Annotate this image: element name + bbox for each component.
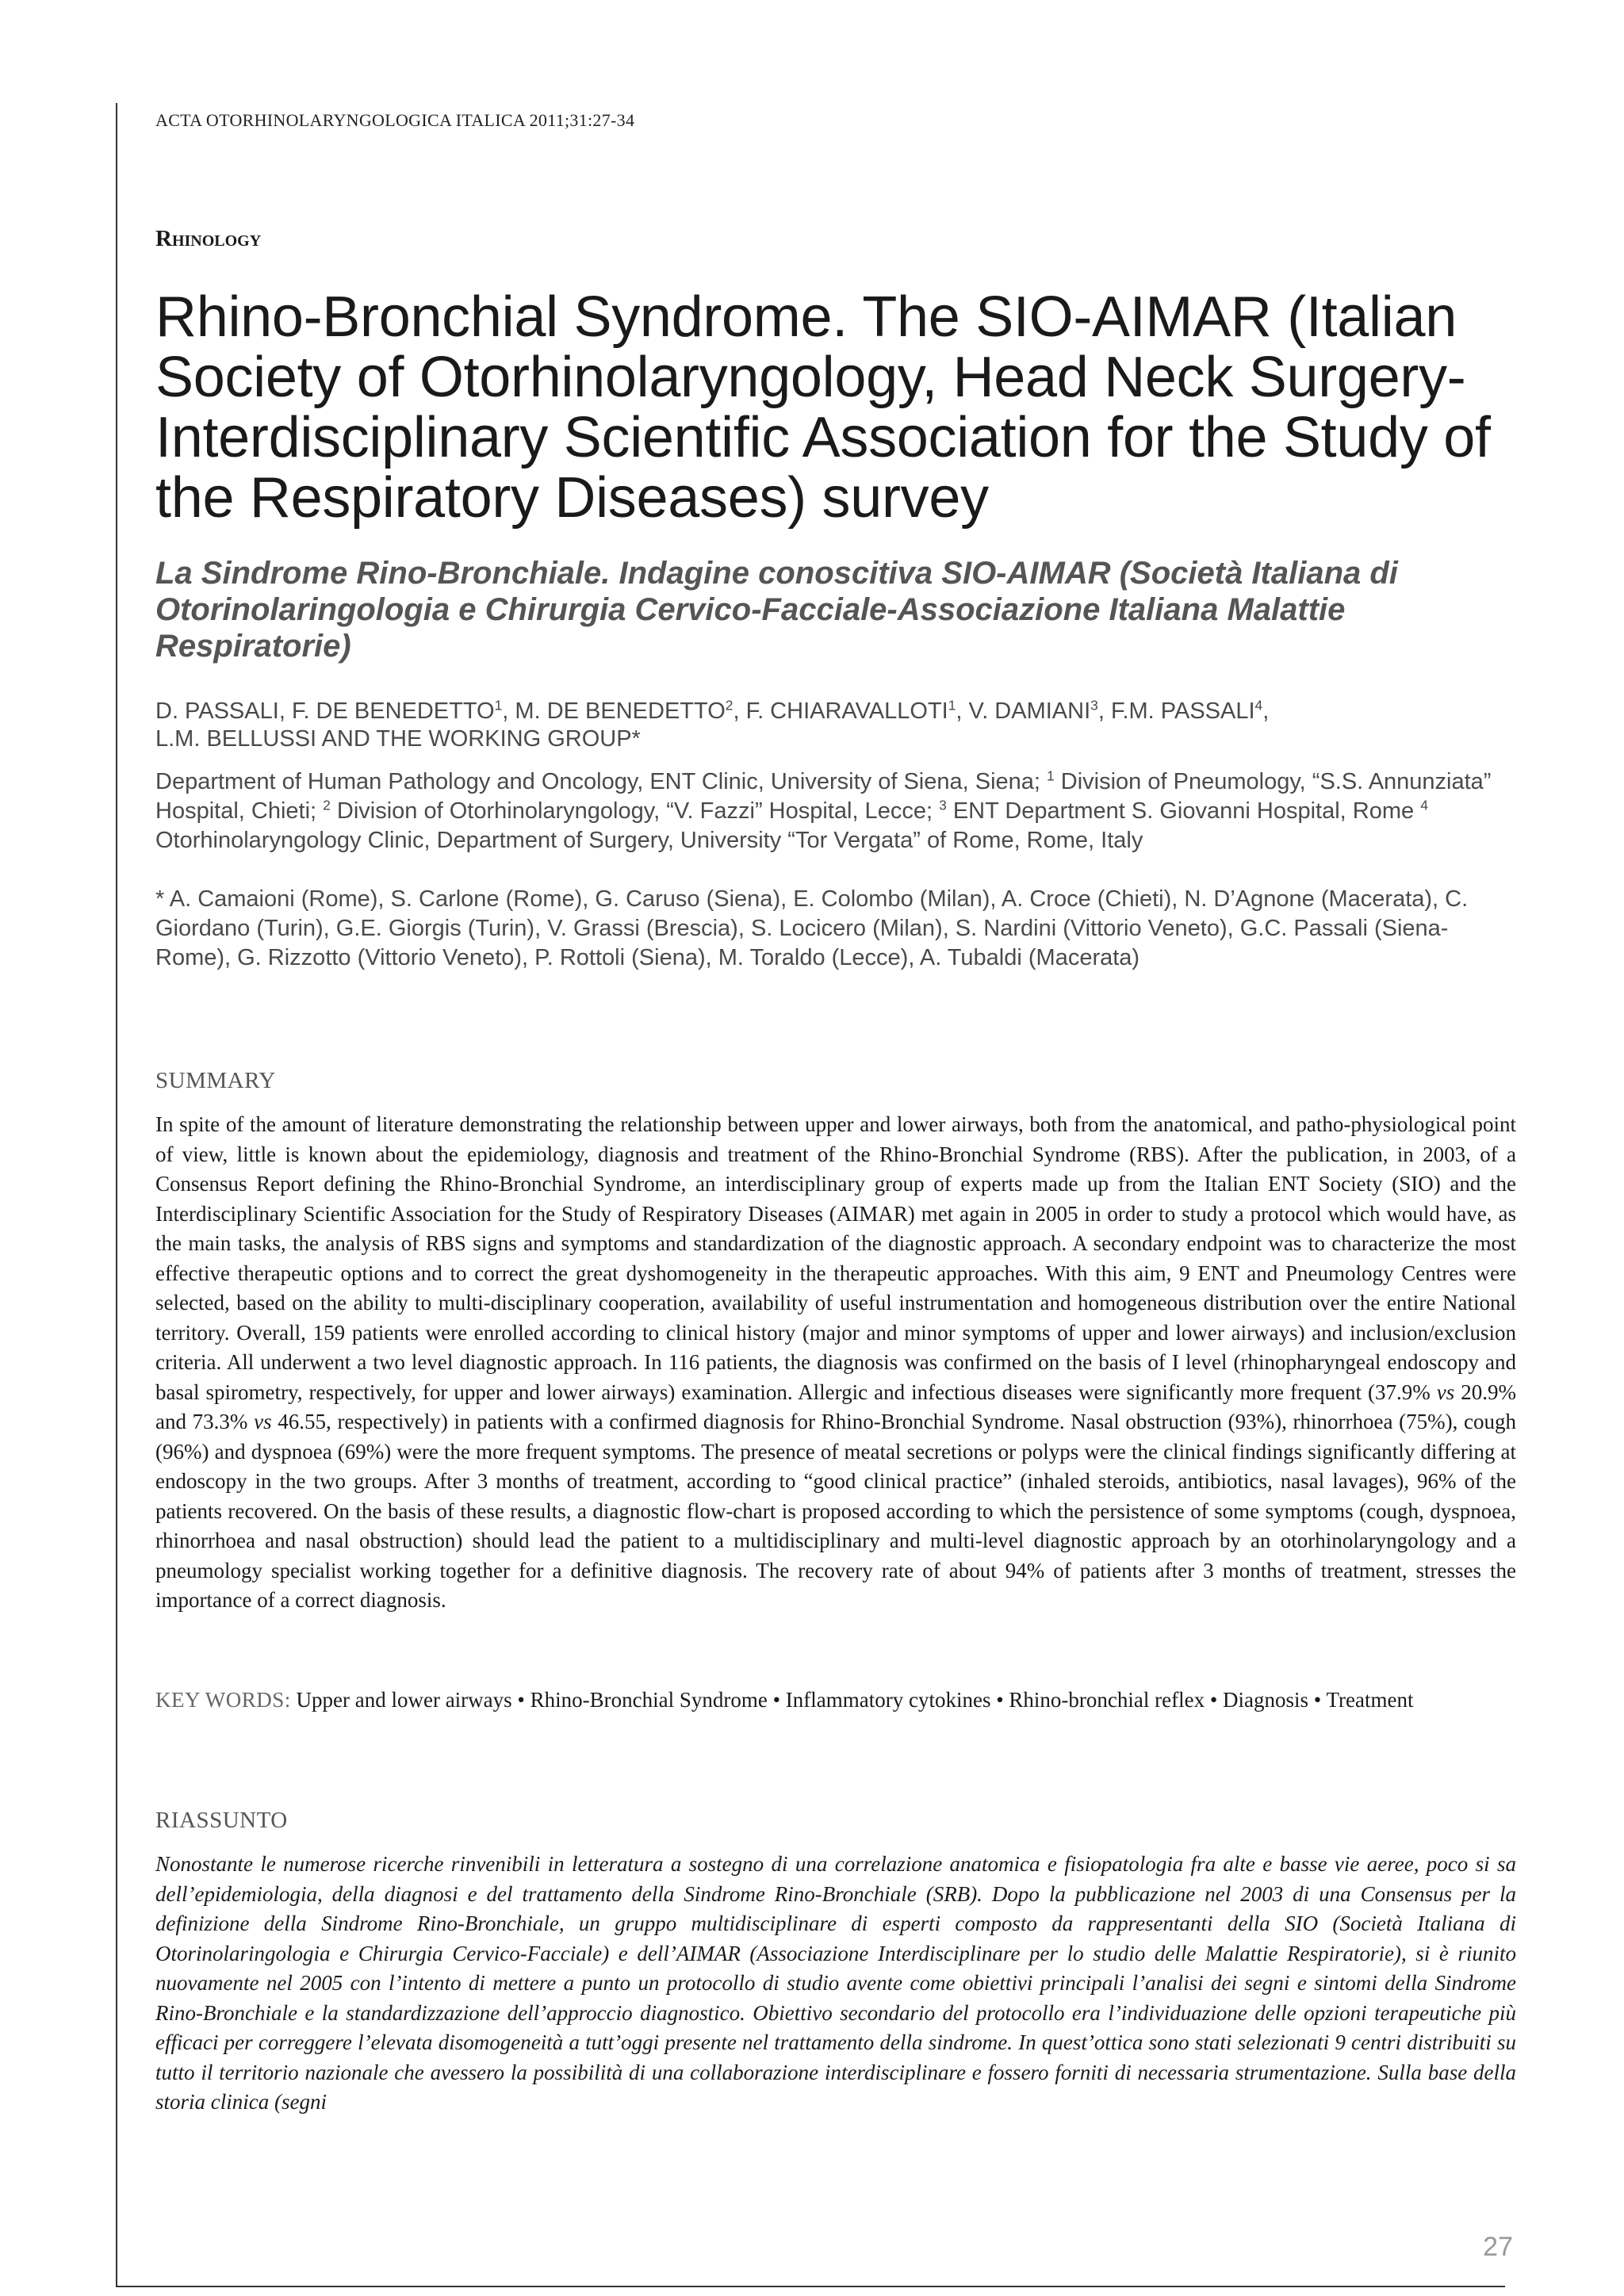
affiliations: Department of Human Pathology and Oncology, ENT Clinic, University of Siena, Siena; $^1$ Division of Pneumology, “S.S. Annunziata” Hospital, Chieti; $^2$ Division of Otorhinolaryngology, “V. Fazzi” Hospital, Lecce; $^3$ ENT Department S. Giovanni Hospital, Rome $^4$ Otorhinolaryngology Clinic, Department of Surgery, University “Tor Vergata” of Rome, Rome, Italy [155,767,1492,853]
riassunto-heading: RIASSUNTO [155,1808,288,1833]
affiliation: Division of Otorhinolaryngology, “V. Fazzi” Hospital, Lecce; [336,798,933,824]
keywords-label: KEY WORDS: [155,1688,291,1712]
author: D. PASSALI [155,698,279,724]
section-label: Rhinology [155,226,262,251]
author: V. DAMIANI$^3$ [968,697,1098,724]
journal-header: ACTA OTORHINOLARYNGOLOGICA ITALICA 2011;31:27-34 [155,110,635,130]
summary-heading: SUMMARY [155,1068,276,1093]
riassunto-text: Nonostante le numerose ricerche rinvenibili in letteratura a sostegno di una correlazione anatomica e fisiopatologia fra alte e basse vie aeree, poco si sa dell’epidemiologia, della diagnosi e del trattamento della Sindrome Rino-Bronchiale (SRB). Dopo la pubblicazione nel 2003 di una Consensus per la definizione della Sindrome Rino-Bronchiale, un gruppo multidisciplinare di esperti composto da rappresentanti della SIO (Società Italiana di Otorinolaringologia e Chirurgia Cervico-Facciale) e dell’AIMAR (Associazione Interdisciplinare per lo studio delle Malattie Respiratorie), si è riunito nuovamente nel 2005 con l’intento di mettere a punto un protocollo di studio avente come obiettivi principali l’analisi dei segni e sintomi della Sindrome Rino-Bronchiale e la standardizzazione dell’approccio diagnostico. Obiettivo secondario del protocollo era l’individuazione delle opzioni terapeutiche più efficaci per correggere l’elevata disomogeneità a tutt’oggi presente nel trattamento della sindrome. In quest’ottica sono stati selezionati 9 centri distribuiti su tutto il territorio nazionale che avessero la possibilità di una collaborazione interdisciplinare e fossero forniti di necessaria strumentazione. Sulla base della storia clinica (segni [155,1852,1516,2114]
article-subtitle: La Sindrome Rino-Bronchiale. Indagine conoscitiva SIO-AIMAR (Società Italiana di Otorinolaringologia e Chirurgia Cervico-Facciale-Associazione Italiana Malattie Respiratorie) [155,556,1398,664]
keywords-text: Upper and lower airways • Rhino-Bronchial Syndrome • Inflammatory cytokines • Rhino-bronchial reflex • Diagnosis • Treatment [296,1688,1414,1712]
article-title: Rhino-Bronchial Syndrome. The SIO-AIMAR (Italian Society of Otorhinolaryngology, Head Neck Surgery-Interdisciplinary Scientific Association for the Study of the Respiratory Diseases) survey [155,285,1491,530]
author: M. DE BENEDETTO$^2$ [515,697,733,724]
author: L.M. BELLUSSI AND THE WORKING GROUP* [155,726,641,752]
affiliation: Department of Human Pathology and Oncology, ENT Clinic, University of Siena, Siena; [155,769,1040,794]
keywords [155,1686,1516,1715]
left-margin-rule [116,103,117,2287]
author: F.M. PASSALI$^4$ [1110,697,1263,724]
author: F. DE BENEDETTO$^1$ [291,697,503,724]
working-group-list: * A. Camaioni (Rome), S. Carlone (Rome), G. Caruso (Siena), E. Colombo (Milan), A. Croce (Chieti), N. D’Agnone (Macerata), C. Giordano (Turin), G.E. Giorgis (Turin), V. Grassi (Brescia), S. Locicero (Milan), S. Nardini (Vittorio Veneto), G.C. Passali (Siena-Rome), G. Rizzotto (Vittorio Veneto), P. Rottoli (Siena), M. Toraldo (Lecce), A. Tubaldi (Macerata) [155,886,1469,970]
page-number: 27 [1483,2232,1513,2262]
author: F. CHIARAVALLOTI$^1$ [745,697,956,724]
bottom-margin-rule [116,2286,1505,2287]
author-list: D. PASSALI, F. DE BENEDETTO$^1$, M. DE BENEDETTO$^2$, F. CHIARAVALLOTI$^1$, V. DAMIANI$^3$, F.M. PASSALI$^4$, L.M. BELLUSSI AND THE WORKING GROUP* [155,697,1270,752]
affiliation: Division of Pneumology, “S.S. Annunziata” Hospital, Chieti; [155,769,1492,824]
summary-text: In spite of the amount of literature demonstrating the relationship between upper and lower airways, both from the anatomical, and patho-physiological point of view, little is known about the epidemiology, diagnosis and treatment of the Rhino-Bronchial Syndrome (RBS). After the publication, in 2003, of a Consensus Report defining the Rhino-Bronchial Syndrome, an interdisciplinary group of experts made up from the Italian ENT Society (SIO) and the Interdisciplinary Scientific Association for the Study of Respiratory Diseases (AIMAR) met again in 2005 in order to study a protocol which would have, as the main tasks, the analysis of RBS signs and symptoms and standardization of the diagnostic approach. A secondary endpoint was to characterize the most effective therapeutic options and to correct the great dyshomogeneity in the therapeutic approaches. With this aim, 9 ENT and Pneumology Centres were selected, based on the ability to multi-disciplinary cooperation, availability of useful instrumentation and homogeneous distribution over the entire National territory. Overall, 159 patients were enrolled according to clinical history (major and minor symptoms of upper and lower airways) and inclusion/exclusion criteria. All underwent a two level diagnostic approach. In 116 patients, the diagnosis was confirmed on the basis of I level (rhinopharyngeal endoscopy and basal spirometry, respectively, for upper and lower airways) examination. Allergic and infectious diseases were significantly more frequent (37.9% vs 20.9% and 73.3% vs 46.55, respectively) in patients with a confirmed diagnosis for Rhino-Bronchial Syndrome. Nasal obstruction (93%), rhinorrhoea (75%), cough (96%) and dyspnoea (69%) were the more frequent symptoms. The presence of meatal secretions or polyps were the clinical findings significantly differing at endoscopy in the two groups. After 3 months of treatment, according to “good clinical practice” (inhaled steroids, antibiotics, nasal lavages), 96% of the patients recovered. On the basis of these results, a diagnostic flow-chart is proposed according to which the persistence of some symptoms (cough, dyspnoea, rhinorrhoea and nasal obstruction) should lead the patient to a multidisciplinary and multi-level diagnostic approach by an otorhinolaryngology and a pneumology specialist working together for a definitive diagnosis. The recovery rate of about 94% of patients after 3 months of treatment, stresses the importance of a correct diagnosis. [155,1112,1516,1612]
affiliation: ENT Department S. Giovanni Hospital, Rome [952,798,1415,824]
affiliation: Otorhinolaryngology Clinic, Department of Surgery, University “Tor Vergata” of Rome, Rome, Italy [155,828,1143,853]
